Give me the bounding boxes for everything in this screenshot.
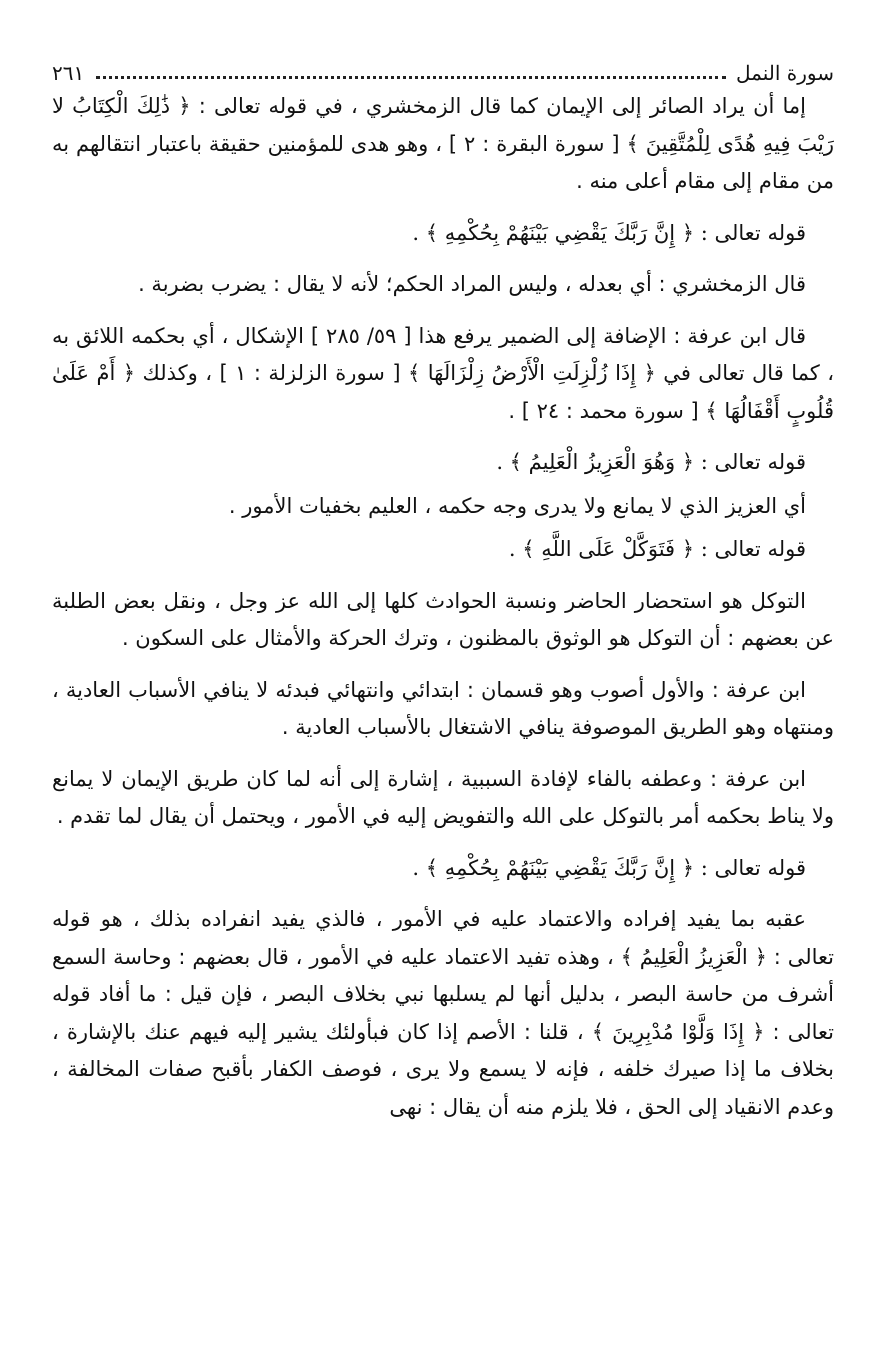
page-body xyxy=(52,88,834,1126)
verse-heading: قوله تعالى : ﴿ فَتَوَكَّلْ عَلَى اللَّهِ ﴾ . xyxy=(508,537,806,561)
paragraph: قال الزمخشري : أي بعدله ، وليس المراد الحكم؛ لأنه لا يقال : يضرب بضربة . xyxy=(138,272,806,296)
paragraph: عقبه بما يفيد إفراده والاعتماد عليه في الأمور ، فالذي يفيد انفراده بذلك ، هو قوله تعالى : ﴿ الْعَزِيزُ الْعَلِيمُ ﴾ ، وهذه تفيد الاعتماد عليه في الأمور ، قال بعضهم : وحاسة السمع أشرف من حاسة البصر ، بدليل أنها لم يسلبها نبي بخلاف البصر ، فإن قيل : ما أفاد قوله تعالى : ﴿ إِذَا وَلَّوْا مُدْبِرِينَ ﴾ ، قلنا : الأصم إذا كان فبأولئك يشير إليه فيهم عنك بالإشارة ، بخلاف ما إذا صيرك خلفه ، فإنه لا يسمع ولا يرى ، فوصف الكفار بأقبح صفات المخالفة ، وعدم الانقياد إلى الحق ، فلا يلزم منه أن يقال : نهى xyxy=(52,907,834,1119)
verse-heading: قوله تعالى : ﴿ إِنَّ رَبَّكَ يَقْضِي بَيْنَهُمْ بِحُكْمِهِ ﴾ . xyxy=(412,855,806,880)
paragraph: ابن عرفة : والأول أصوب وهو قسمان : ابتدائي وانتهائي فبدئه لا ينافي الأسباب العادية ، ومنتهاه وهو الطريق الموصوفة ينافي الاشتغال بالأسباب العادية . xyxy=(52,677,834,739)
paragraph: التوكل هو استحضار الحاضر ونسبة الحوادث كلها إلى الله عز وجل ، ونقل بعض الطلبة عن بعضهم : أن التوكل هو الوثوق بالمظنون ، وترك الحركة والأمثال على السكون . xyxy=(52,588,834,650)
surah-title: سورة النمل xyxy=(736,61,834,85)
paragraph: ابن عرفة : وعطفه بالفاء لإفادة السببية ، إشارة إلى أنه لما كان طريق الإيمان لا يمانع ولا يناط بحكمه أمر بالتوكل على الله والتفويض إليه في الأمور ، ويحتمل أن يقال لما تقدم . xyxy=(52,766,834,828)
verse-heading: قوله تعالى : ﴿ وَهُوَ الْعَزِيزُ الْعَلِيمُ ﴾ . xyxy=(496,450,806,474)
page-number: ٢٦١ xyxy=(52,61,85,85)
paragraph: إما أن يراد الصائر إلى الإيمان كما قال الزمخشري ، في قوله تعالى : ﴿ ذَٰلِكَ الْكِتَابُ لا رَيْبَ فِيهِ هُدًى لِلْمُتَّقِينَ ﴾ [ سورة البقرة : ٢ ] ، وهو هدى للمؤمنين حقيقة باعتبار انتقالهم به من مقام إلى مقام أعلى منه . xyxy=(52,94,834,193)
paragraph: أي العزيز الذي لا يمانع ولا يدرى وجه حكمه ، العليم بخفيات الأمور . xyxy=(228,493,806,518)
header-dotted-leader xyxy=(96,76,726,79)
verse-heading: قوله تعالى : ﴿ إِنَّ رَبَّكَ يَقْضِي بَيْنَهُمْ بِحُكْمِهِ ﴾ . xyxy=(412,220,806,245)
paragraph: قال ابن عرفة : الإضافة إلى الضمير يرفع هذا [ ٥٩/ ٢٨٥ ] الإشكال ، أي بحكمه اللائق به ، كما قال تعالى في ﴿ إِذَا زُلْزِلَتِ الْأَرْضُ زِلْزَالَهَا ﴾ [ سورة الزلزلة : ١ ] ، وكذلك ﴿ أَمْ عَلَىٰ قُلُوبٍ أَقْفَالُهَا ﴾ [ سورة محمد : ٢٤ ] . xyxy=(52,323,834,423)
book-page xyxy=(52,54,834,1354)
running-header xyxy=(52,54,834,86)
